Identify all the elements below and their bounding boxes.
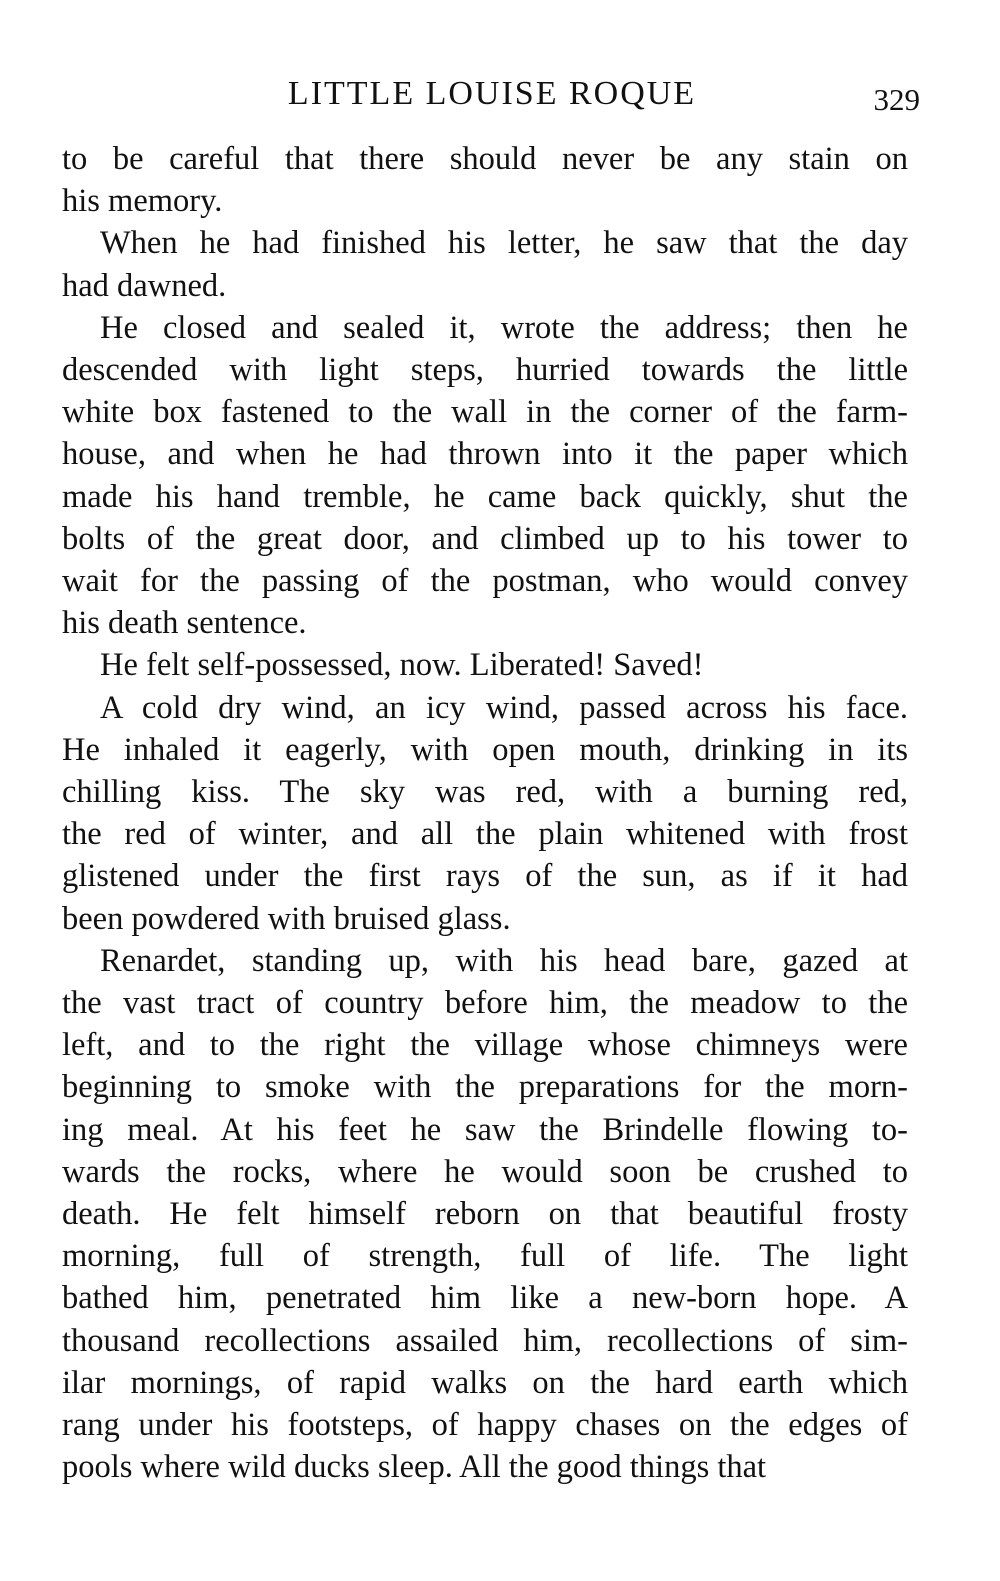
text-line: had dawned. bbox=[62, 267, 227, 304]
text-line: He felt self-possessed, now. Liberated! Saved! bbox=[100, 647, 704, 684]
page-number: 329 bbox=[873, 82, 920, 117]
text-line: house, and when he had thrown into it the paper which bbox=[62, 436, 908, 473]
text-line: been powdered with bruised glass. bbox=[62, 900, 511, 937]
text-line: thousand recollections assailed him, recollections of sim- bbox=[62, 1322, 908, 1359]
text-line: descended with light steps, hurried towards the little bbox=[62, 352, 908, 389]
text-line: morning, full of strength, full of life. The light bbox=[62, 1238, 908, 1275]
body-text bbox=[62, 138, 908, 1489]
text-line: glistened under the first rays of the sun, as if it had bbox=[62, 858, 908, 895]
text-line: rang under his footsteps, of happy chases on the edges of bbox=[62, 1407, 908, 1444]
paragraph bbox=[62, 644, 908, 686]
paragraph bbox=[62, 307, 908, 645]
text-line: his memory. bbox=[62, 183, 223, 220]
paragraph bbox=[62, 138, 908, 222]
page-header bbox=[62, 70, 922, 118]
scan-specks bbox=[650, 1520, 750, 1530]
paragraph bbox=[62, 940, 908, 1489]
text-line: chilling kiss. The sky was red, with a burning red, bbox=[62, 774, 908, 811]
text-line: Renardet, standing up, with his head bare, gazed at bbox=[100, 942, 908, 979]
text-line: pools where wild ducks sleep. All the good things that bbox=[62, 1449, 767, 1486]
text-line: the vast tract of country before him, the meadow to the bbox=[62, 985, 908, 1022]
text-line: wait for the passing of the postman, who would convey bbox=[62, 563, 908, 600]
text-line: He closed and sealed it, wrote the address; then he bbox=[100, 309, 908, 346]
text-line: the red of winter, and all the plain whitened with frost bbox=[62, 816, 908, 853]
text-line: made his hand tremble, he came back quickly, shut the bbox=[62, 478, 908, 515]
paragraph bbox=[62, 222, 908, 306]
text-line: ing meal. At his feet he saw the Brindelle flowing to- bbox=[62, 1111, 908, 1148]
text-line: When he had finished his letter, he saw that the day bbox=[100, 225, 908, 262]
text-line: A cold dry wind, an icy wind, passed across his face. bbox=[100, 689, 908, 726]
paragraph bbox=[62, 687, 908, 940]
text-line: ilar mornings, of rapid walks on the hard earth which bbox=[62, 1364, 908, 1401]
text-line: his death sentence. bbox=[62, 605, 307, 642]
text-line: wards the rocks, where he would soon be crushed to bbox=[62, 1153, 908, 1190]
text-line: beginning to smoke with the preparations for the morn- bbox=[62, 1069, 908, 1106]
text-line: left, and to the right the village whose chimneys were bbox=[62, 1027, 908, 1064]
text-line: bolts of the great door, and climbed up to his tower to bbox=[62, 520, 908, 557]
text-line: bathed him, penetrated him like a new-born hope. A bbox=[62, 1280, 908, 1317]
text-line: death. He felt himself reborn on that beautiful frosty bbox=[62, 1196, 908, 1233]
text-line: white box fastened to the wall in the corner of the farm- bbox=[62, 394, 908, 431]
running-title: LITTLE LOUISE ROQUE bbox=[287, 75, 697, 112]
text-line: to be careful that there should never be any stain on bbox=[62, 141, 908, 177]
text-line: He inhaled it eagerly, with open mouth, drinking in its bbox=[62, 731, 908, 768]
